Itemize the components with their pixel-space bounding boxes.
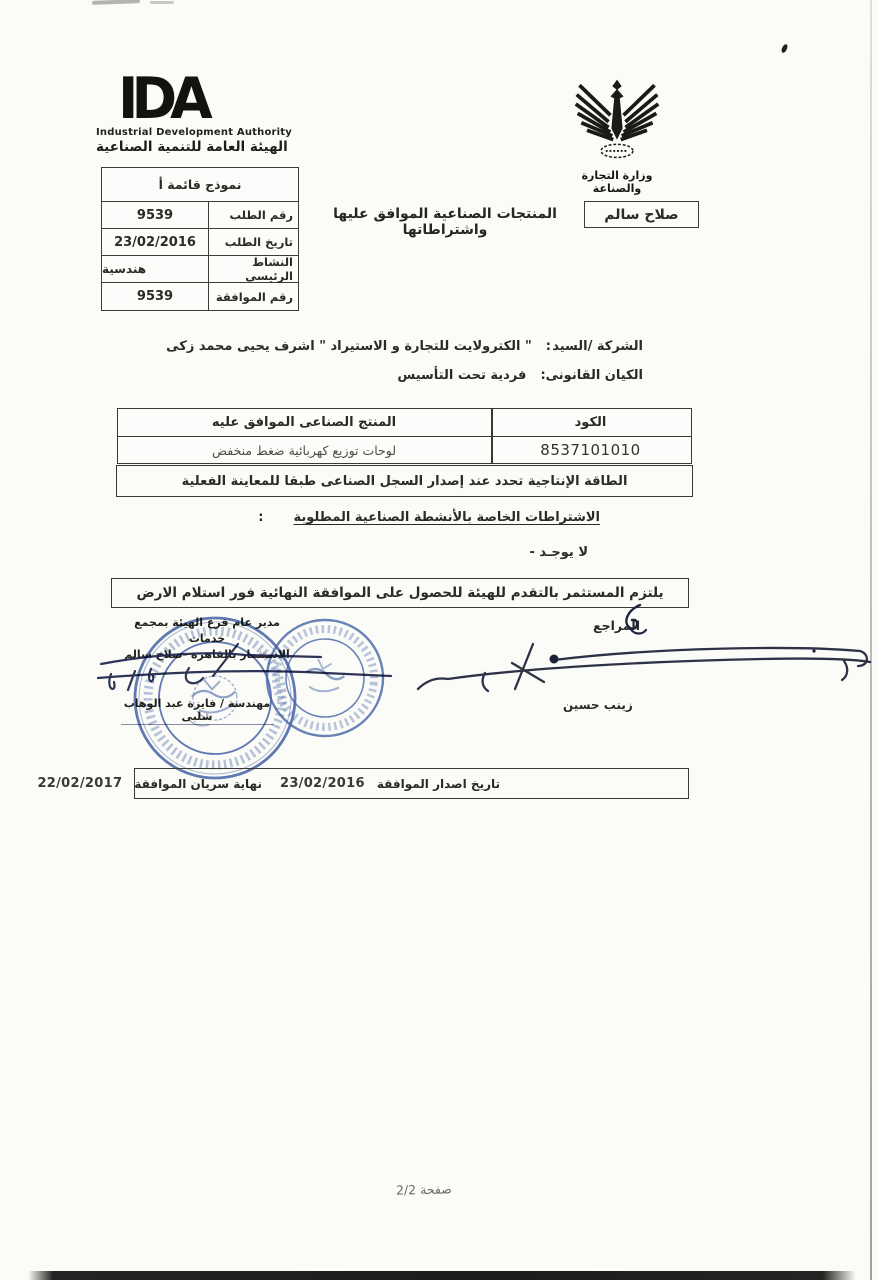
ministry-emblem-block: [560, 74, 674, 195]
scan-artifact-mark: [150, 1, 174, 4]
scan-speck: [781, 43, 789, 53]
legal-entity-label: الكيان القانونى: [545, 368, 643, 383]
company-row: [166, 339, 643, 354]
form-summary-table: [101, 167, 299, 311]
form-label-request-no: رقم الطلب: [208, 202, 298, 229]
product-table-divider: [491, 408, 493, 463]
expiry-date-label: نهاية سريان الموافقة: [134, 776, 262, 791]
conditions-heading-row: [258, 510, 600, 525]
form-label-approval-no: رقم الموافقة: [208, 283, 298, 310]
official-stamps: [116, 604, 404, 788]
form-label-request-date: تاريخ الطلب: [208, 229, 298, 256]
company-value: " الكترولايت للتجارة و الاستيراد " اشرف يحيى محمد زكى: [166, 339, 532, 354]
approved-product-table: [117, 408, 692, 464]
no-conditions-note: لا يوجـد -: [529, 545, 588, 560]
company-label: الشركة /السيد: [552, 339, 643, 354]
form-table-header: نموذج قائمة أ: [102, 168, 298, 202]
official-stamp-large: [126, 609, 304, 787]
legal-entity-row: [166, 368, 643, 383]
form-value-request-date: 23/02/2016: [102, 229, 208, 256]
branch-name-box: صلاح سالم: [584, 201, 699, 228]
applicant-info-block: [166, 339, 643, 383]
product-cell: لوحات توزيع كهربائية ضغط منخفض: [211, 442, 397, 458]
validity-table: [37, 768, 689, 799]
form-label-main-activity: النشاط الرئيسى: [208, 256, 298, 283]
conditions-heading: الاشتراطات الخاصة بالأنشطة الصناعية المطلوبة: [293, 510, 600, 525]
form-value-approval-no: 9539: [136, 289, 174, 304]
company-colon: :: [545, 339, 551, 354]
reviewer-signature: [412, 633, 878, 705]
capacity-note: الطاقة الإنتاجية تحدد عند إصدار السجل الصناعى طبقا للمعاينة الفعلية: [116, 465, 693, 497]
legal-entity-value: فردية تحت التأسيس: [397, 368, 527, 383]
issue-date-label: تاريخ اصدار الموافقة: [376, 776, 500, 791]
manager-title-line2: الاستثمار بالقاهرة -صلاح سالم: [124, 647, 290, 661]
document-title: المنتجات الصناعية الموافق عليها واشتراطاتها: [333, 206, 557, 238]
eagle-emblem-icon: [568, 74, 666, 164]
product-header-cell: المنتج الصناعى الموافق عليه: [118, 409, 490, 437]
conditions-colon: :: [258, 510, 264, 525]
reviewer-name: زينب حسين: [563, 698, 633, 712]
form-value-request-no: 9539: [102, 202, 208, 229]
commitment-note: يلتزم المستثمر بالتقدم للهيئة للحصول على الموافقة النهائية فور استلام الارض: [111, 578, 689, 608]
manager-name: مهندسة / فايزة عبد الوهاب شلبى: [121, 697, 273, 725]
code-cell: 8537101010: [540, 441, 641, 459]
code-header-cell: الكود: [490, 409, 691, 437]
ida-name-english: Industrial Development Authority: [96, 127, 292, 139]
scan-edge-line: [870, 0, 872, 1280]
ida-name-arabic: الهيئة العامة للتنمية الصناعية: [96, 139, 288, 156]
expiry-date-value: 22/02/2017: [37, 776, 123, 791]
page-number: صفحة 2/2: [395, 1181, 452, 1198]
issue-date-value: 23/02/2016: [279, 776, 365, 791]
scan-bottom-band: [28, 1271, 856, 1280]
reviewer-label: المراجع: [593, 618, 640, 633]
scan-artifact-mark: [92, 0, 140, 5]
ida-logo: [96, 64, 336, 156]
ida-logo-acronym: IDA: [118, 64, 206, 132]
ministry-title: وزارة التجارة والصناعة: [581, 169, 653, 195]
manager-title-line1: مدير عام فرع الهيئة بمجمع خدمات: [134, 616, 280, 645]
form-value-main-activity: هندسية: [102, 256, 208, 283]
legal-entity-colon: :: [540, 368, 546, 383]
